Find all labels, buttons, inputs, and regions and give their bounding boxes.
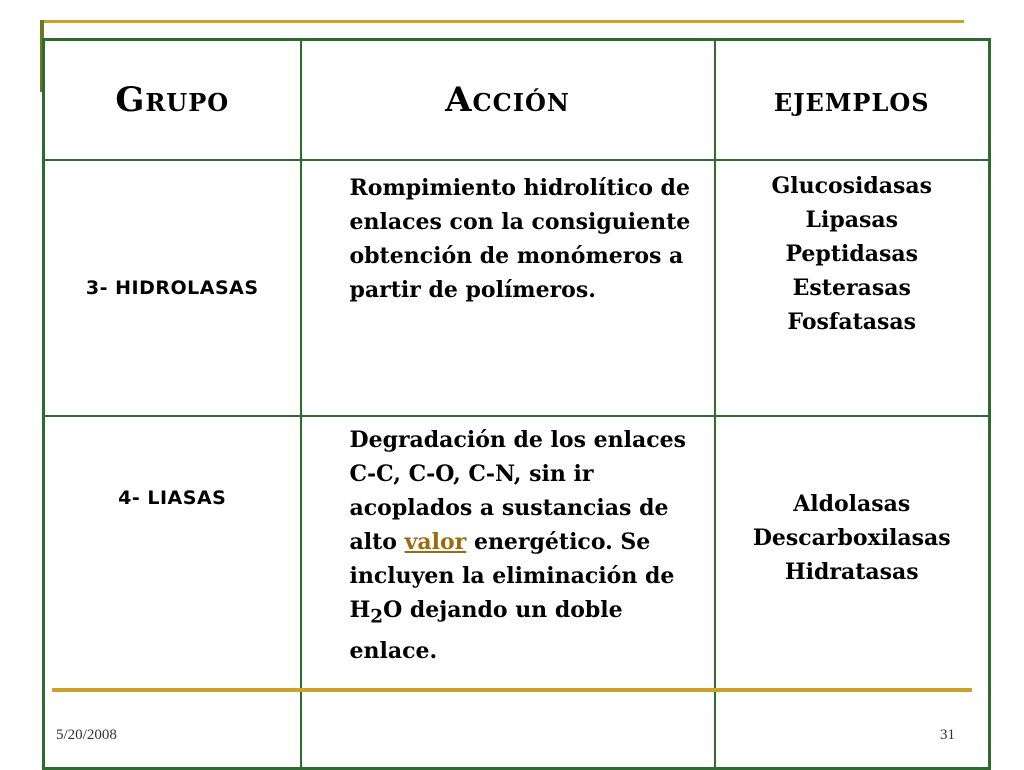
example-item: Peptidasas [785, 241, 918, 267]
enzyme-classification-table [42, 38, 991, 770]
page-number: 31 [940, 727, 955, 743]
action-cell [301, 416, 715, 769]
decorative-top-line [42, 20, 964, 23]
header-ejemplos: ejemplos [715, 40, 990, 161]
example-item: Fosfatasas [787, 309, 917, 335]
example-item: Lipasas [805, 207, 898, 233]
example-item: Glucosidasas [771, 173, 933, 199]
example-item: Esterasas [792, 275, 911, 301]
examples-cell [715, 416, 990, 769]
table-row [44, 416, 990, 769]
group-cell: 4- LIASAS [44, 416, 301, 769]
example-item: Hidratasas [784, 559, 919, 585]
example-item: Aldolasas [793, 491, 911, 517]
action-text: energético. Se incluyen la eliminación de H [349, 529, 675, 623]
valor-link[interactable]: valor [404, 529, 467, 555]
group-cell: 3- HIDROLASAS [44, 160, 301, 416]
action-text: Degradación de los enlaces C-C, C-O, C-N, sin ir acoplados a sustancias de alto [349, 427, 687, 555]
footer-date: 5/20/2008 [56, 727, 117, 743]
header-grupo: Grupo [44, 40, 301, 161]
example-item: Descarboxilasas [752, 525, 951, 551]
header-accion: Acción [301, 40, 715, 161]
decorative-bottom-line [52, 688, 972, 692]
action-cell: Rompimiento hidrolítico de enlaces con la consiguiente obtención de monómeros a partir de polímeros. [301, 160, 715, 416]
examples-cell [715, 160, 990, 416]
header-row [44, 40, 990, 161]
table-row [44, 160, 990, 416]
subscript-2: 2 [370, 606, 384, 628]
action-text: O dejando un doble enlace. [349, 597, 623, 665]
